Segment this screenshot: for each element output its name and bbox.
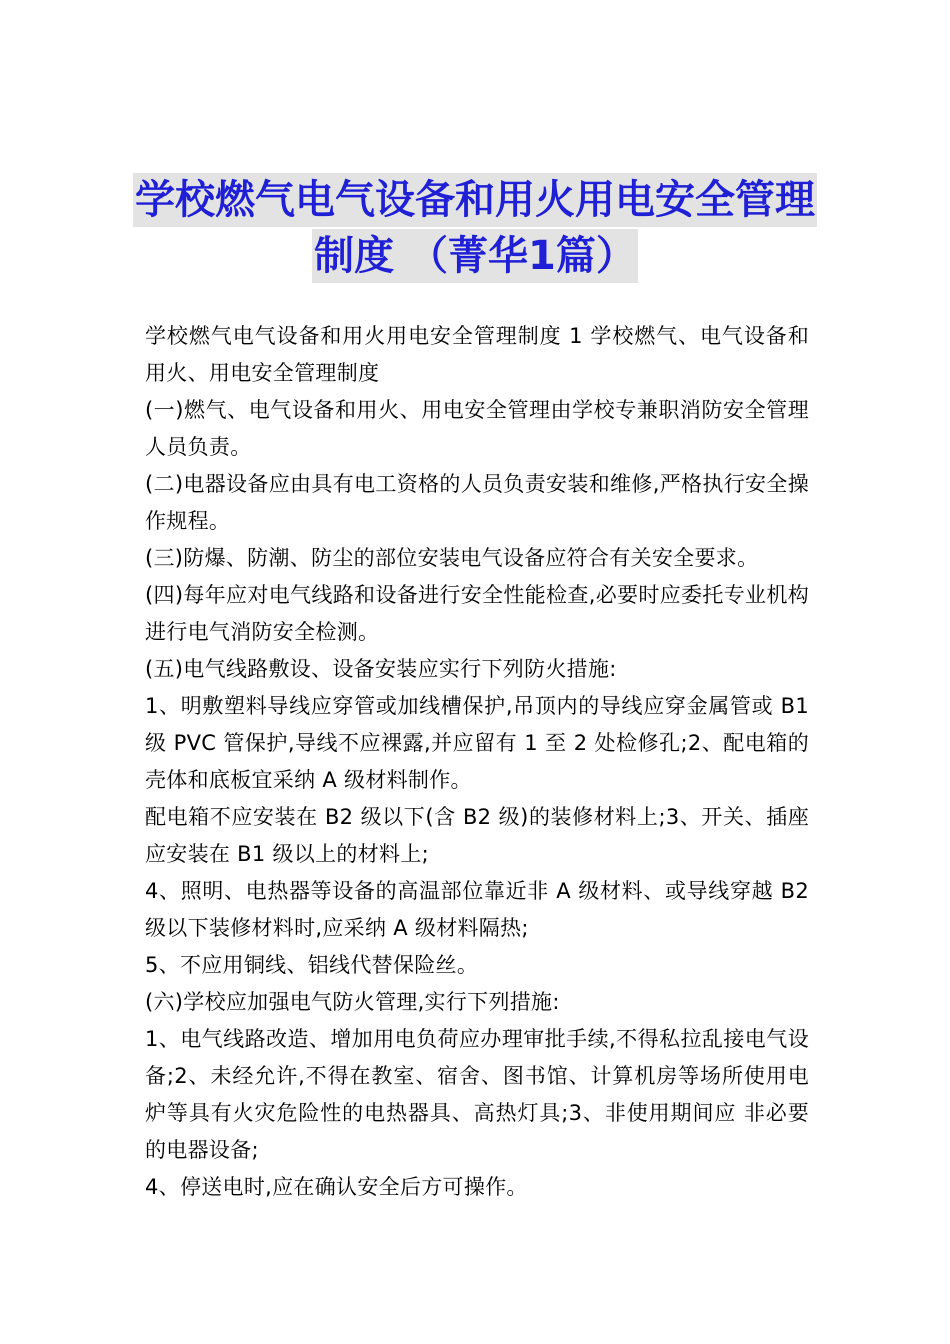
title-line-2: 制度 （菁华1篇）: [312, 229, 638, 283]
title-line-1: 学校燃气电气设备和用火用电安全管理: [133, 173, 817, 227]
paragraph-item-5: (五)电气线路敷设、设备安装应实行下列防火措施:: [145, 657, 617, 681]
paragraph-item-2: (二)电器设备应由具有电工资格的人员负责安装和维修,严格执行安全操作规程。: [145, 472, 809, 533]
paragraph-intro: 学校燃气电气设备和用火用电安全管理制度 1 学校燃气、电气设备和用火、用电安全管理制度: [145, 324, 809, 385]
paragraph-item-6: (六)学校应加强电气防火管理,实行下列措施:: [145, 990, 560, 1014]
document-body: [145, 318, 809, 1206]
title-row-2: [0, 229, 950, 285]
paragraph-item-5-1: 1、明敷塑料导线应穿管或加线槽保护,吊顶内的导线应穿金属管或 B1 级 PVC 管保护,导线不应裸露,并应留有 1 至 2 处检修孔;2、配电箱的壳体和底板宜采纳 A 级材料制作。: [145, 694, 809, 792]
paragraph-item-5-4: 4、照明、电热器等设备的高温部位靠近非 A 级材料、或导线穿越 B2 级以下装修材料时,应采纳 A 级材料隔热;: [145, 879, 809, 940]
paragraph-item-5-2: 配电箱不应安装在 B2 级以下(含 B2 级)的装修材料上;3、开关、插座应安装在 B1 级以上的材料上;: [145, 805, 809, 866]
paragraph-item-1: (一)燃气、电气设备和用火、用电安全管理由学校专兼职消防安全管理人员负责。: [145, 398, 809, 459]
document-title: [0, 173, 950, 285]
paragraph-item-6-4: 4、停送电时,应在确认安全后方可操作。: [145, 1175, 528, 1199]
paragraph-item-5-5: 5、不应用铜线、铝线代替保险丝。: [145, 953, 479, 977]
title-row-1: [0, 173, 950, 229]
paragraph-item-3: (三)防爆、防潮、防尘的部位安装电气设备应符合有关安全要求。: [145, 546, 759, 570]
paragraph-item-6-1: 1、电气线路改造、增加用电负荷应办理审批手续,不得私拉乱接电气设备;2、未经允许,不得在教室、宿舍、图书馆、计算机房等场所使用电炉等具有火灾危险性的电热器具、高热灯具;3、非使用期间应 非必要的电器设备;: [145, 1027, 809, 1162]
paragraph-item-4: (四)每年应对电气线路和设备进行安全性能检查,必要时应委托专业机构进行电气消防安全检测。: [145, 583, 809, 644]
